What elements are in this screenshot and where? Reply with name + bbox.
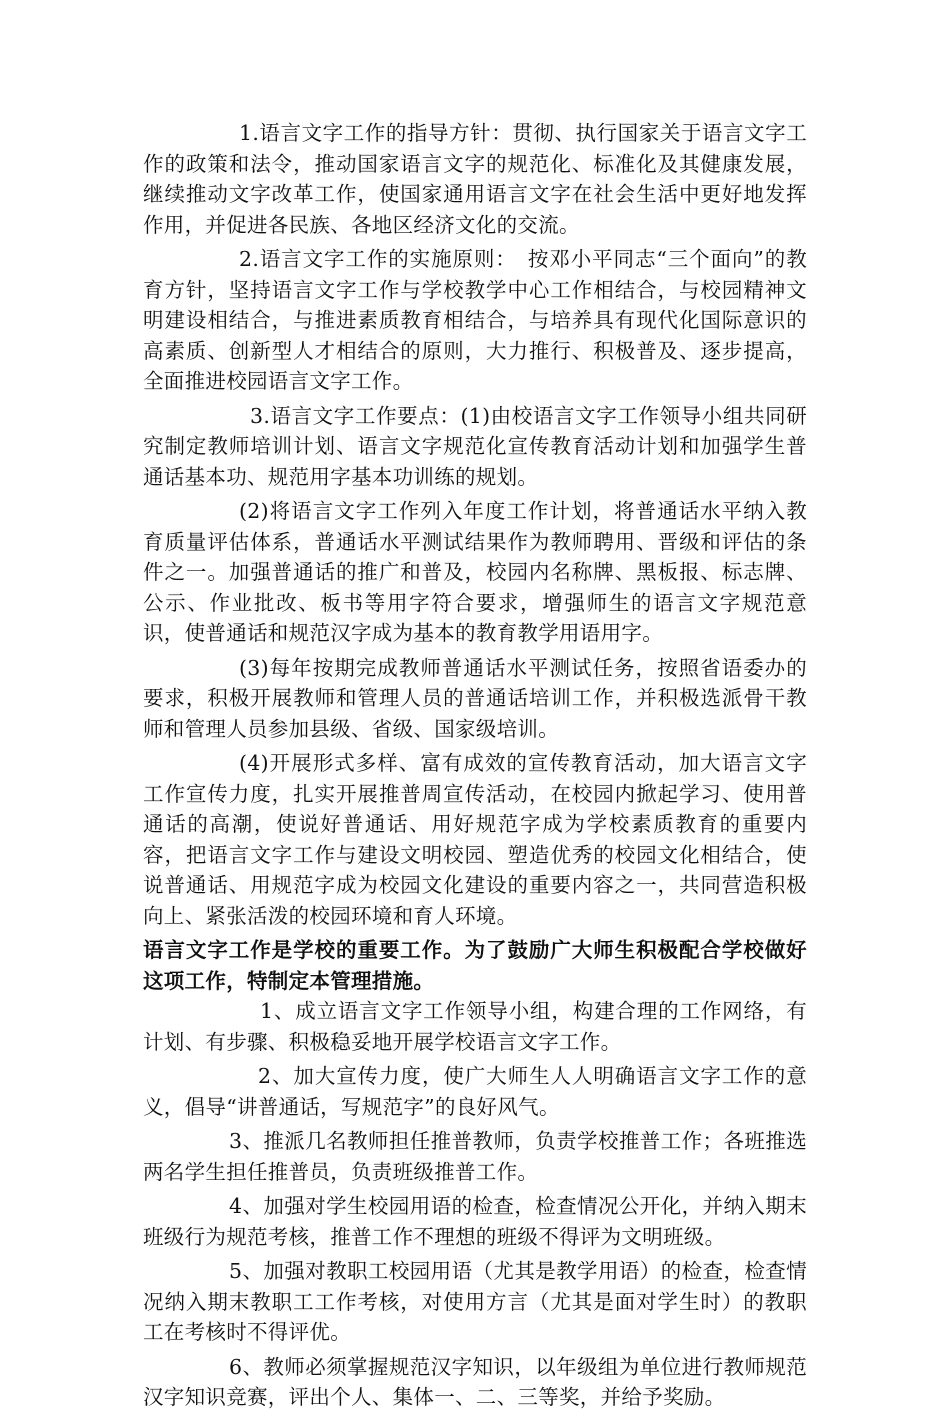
measure-item-3: 3、推派几名教师担任推普教师，负责学校推普工作；各班推选两名学生担任推普员，负责班级推普工作。 [143,1129,807,1184]
paragraph-implementation-principles: 2.语言文字工作的实施原则： 按邓小平同志“三个面向”的教育方针，坚持语言文字工作与学校教学中心工作相结合，与校园精神文明建设相结合，与推进素质教育相结合，与培养具有现代化国际意识的高素质、创新型人才相结合的原则，大力推行、积极普及、逐步提高，全面推进校园语言文字工作。 [143,247,807,393]
measure-item-5: 5、加强对教职工校园用语（尤其是教学用语）的检查，检查情况纳入期末教职工工作考核，对使用方言（尤其是面对学生时）的教职工在考核时不得评优。 [143,1259,807,1344]
measure-item-1: 1、成立语言文字工作领导小组，构建合理的工作网络，有计划、有步骤、积极稳妥地开展学校语言文字工作。 [143,999,807,1054]
measure-item-2: 2、加大宣传力度，使广大师生人人明确语言文字工作的意义，倡导“讲普通话，写规范字”的良好风气。 [143,1064,807,1119]
paragraph-point-3: (3)每年按期完成教师普通话水平测试任务，按照省语委办的要求，积极开展教师和管理人员的普通话培训工作，并积极选派骨干教师和管理人员参加县级、省级、国家级培训。 [143,655,807,741]
paragraph-work-points: 3.语言文字工作要点：(1)由校语言文字工作领导小组共同研究制定教师培训计划、语言文字规范化宣传教育活动计划和加强学生普通话基本功、规范用字基本功训练的规划。 [143,403,807,489]
measure-item-6: 6、教师必须掌握规范汉字知识，以年级组为单位进行教师规范汉字知识竞赛，评出个人、集体一、二、三等奖，并给予奖励。 [143,1354,807,1409]
bold-heading: 语言文字工作是学校的重要工作。为了鼓励广大师生积极配合学校做好这项工作，特制定本管理措施。 [143,938,807,993]
paragraph-guiding-policy: 1.语言文字工作的指导方针：贯彻、执行国家关于语言文字工作的政策和法令，推动国家语言文字的规范化、标准化及其健康发展，继续推动文字改革工作，使国家通用语言文字在社会生活中更好地发挥作用，并促进各民族、各地区经济文化的交流。 [143,121,807,237]
measure-item-4: 4、加强对学生校园用语的检查，检查情况公开化，并纳入期末班级行为规范考核，推普工作不理想的班级不得评为文明班级。 [143,1194,807,1249]
document-page [143,118,807,1413]
paragraph-point-4: (4)开展形式多样、富有成效的宣传教育活动，加大语言文字工作宣传力度，扎实开展推普周宣传活动，在校园内掀起学习、使用普通话的高潮，使说好普通话、用好规范字成为学校素质教育的重要内容，把语言文字工作与建设文明校园、塑造优秀的校园文化相结合，使说普通话、用规范字成为校园文化建设的重要内容之一，共同营造积极向上、紧张活泼的校园环境和育人环境。 [143,751,807,928]
paragraph-point-2: (2)将语言文字工作列入年度工作计划，将普通话水平纳入教育质量评估体系，普通话水平测试结果作为教师聘用、晋级和评估的条件之一。加强普通话的推广和普及，校园内名称牌、黑板报、标志牌、公示、作业批改、板书等用字符合要求，增强师生的语言文字规范意识，使普通话和规范汉字成为基本的教育教学用语用字。 [143,499,807,645]
